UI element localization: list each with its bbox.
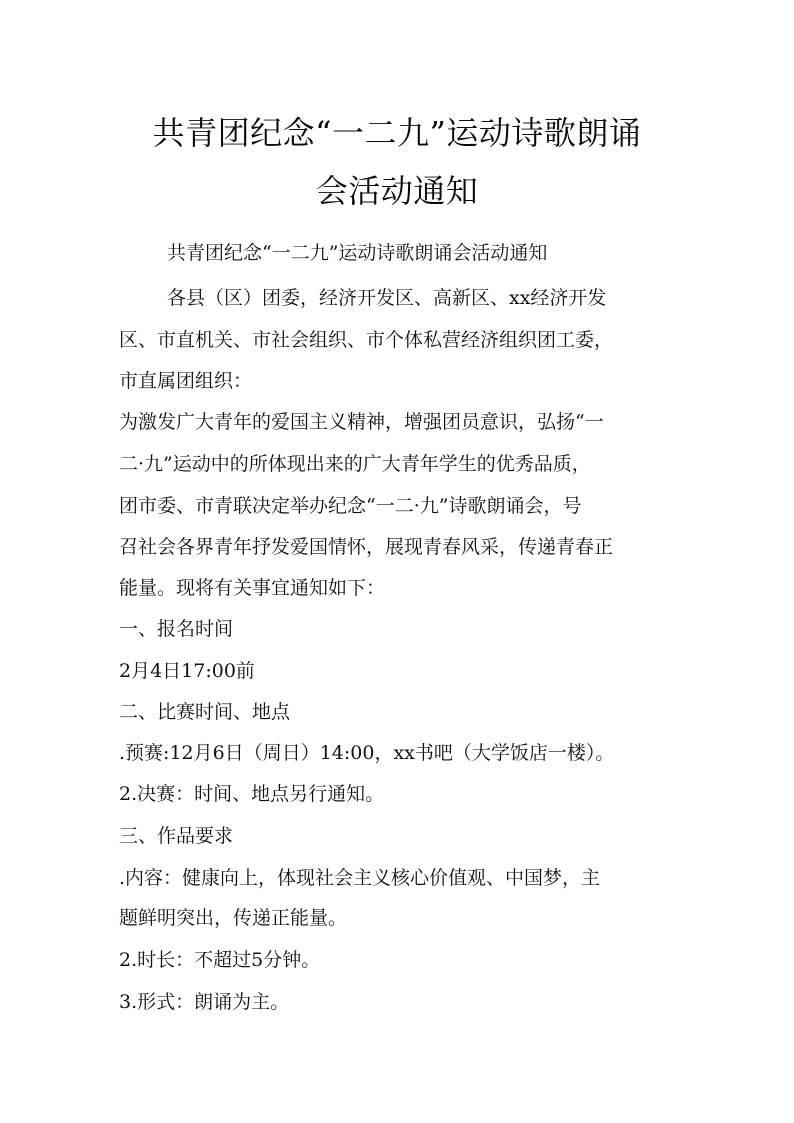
registration-deadline: 2月4日17:00前 — [119, 660, 255, 682]
final-round-detail: 2.决赛：时间、地点另行通知。 — [119, 783, 385, 805]
document-title-line-1: 共青团纪念“一二九”运动诗歌朗诵 — [152, 114, 642, 152]
preliminary-round-detail: .预赛:12月6日（周日）14:00，xx书吧（大学饭店一楼）。 — [119, 742, 615, 764]
addressee-line-2: 区、市直机关、市社会组织、市个体私营经济组织团工委， — [119, 329, 614, 351]
body-paragraph-line-5: 能量。现将有关事宜通知如下： — [119, 577, 386, 599]
section-heading-requirements: 三、作品要求 — [119, 825, 234, 847]
addressee-line-3: 市直属团组织： — [119, 370, 253, 392]
section-heading-registration: 一、报名时间 — [119, 618, 234, 640]
requirement-duration: 2.时长：不超过5分钟。 — [119, 949, 321, 971]
body-paragraph-line-3: 团市委、市青联决定举办纪念“一二·九”诗歌朗诵会，号 — [119, 495, 582, 517]
body-paragraph-line-2: 二·九”运动中的所体现出来的广大青年学生的优秀品质， — [119, 453, 591, 475]
body-paragraph-line-4: 召社会各界青年抒发爱国情怀，展现青春风采，传递青春正 — [119, 536, 614, 558]
body-paragraph-line-1: 为激发广大青年的爱国主义精神，增强团员意识，弘扬“一 — [119, 411, 604, 433]
document-title-line-2: 会活动通知 — [315, 172, 479, 210]
requirement-format: 3.形式：朗诵为主。 — [119, 991, 290, 1013]
section-heading-time-place: 二、比赛时间、地点 — [119, 701, 291, 723]
addressee-line-1: 各县（区）团委，经济开发区、高新区、xx经济开发 — [167, 287, 607, 309]
requirement-content-line-2: 题鲜明突出，传递正能量。 — [119, 907, 348, 929]
notice-subtitle: 共青团纪念“一二九”运动诗歌朗诵会活动通知 — [167, 242, 548, 264]
requirement-content-line-1: .内容：健康向上，体现社会主义核心价值观、中国梦，主 — [119, 867, 601, 889]
